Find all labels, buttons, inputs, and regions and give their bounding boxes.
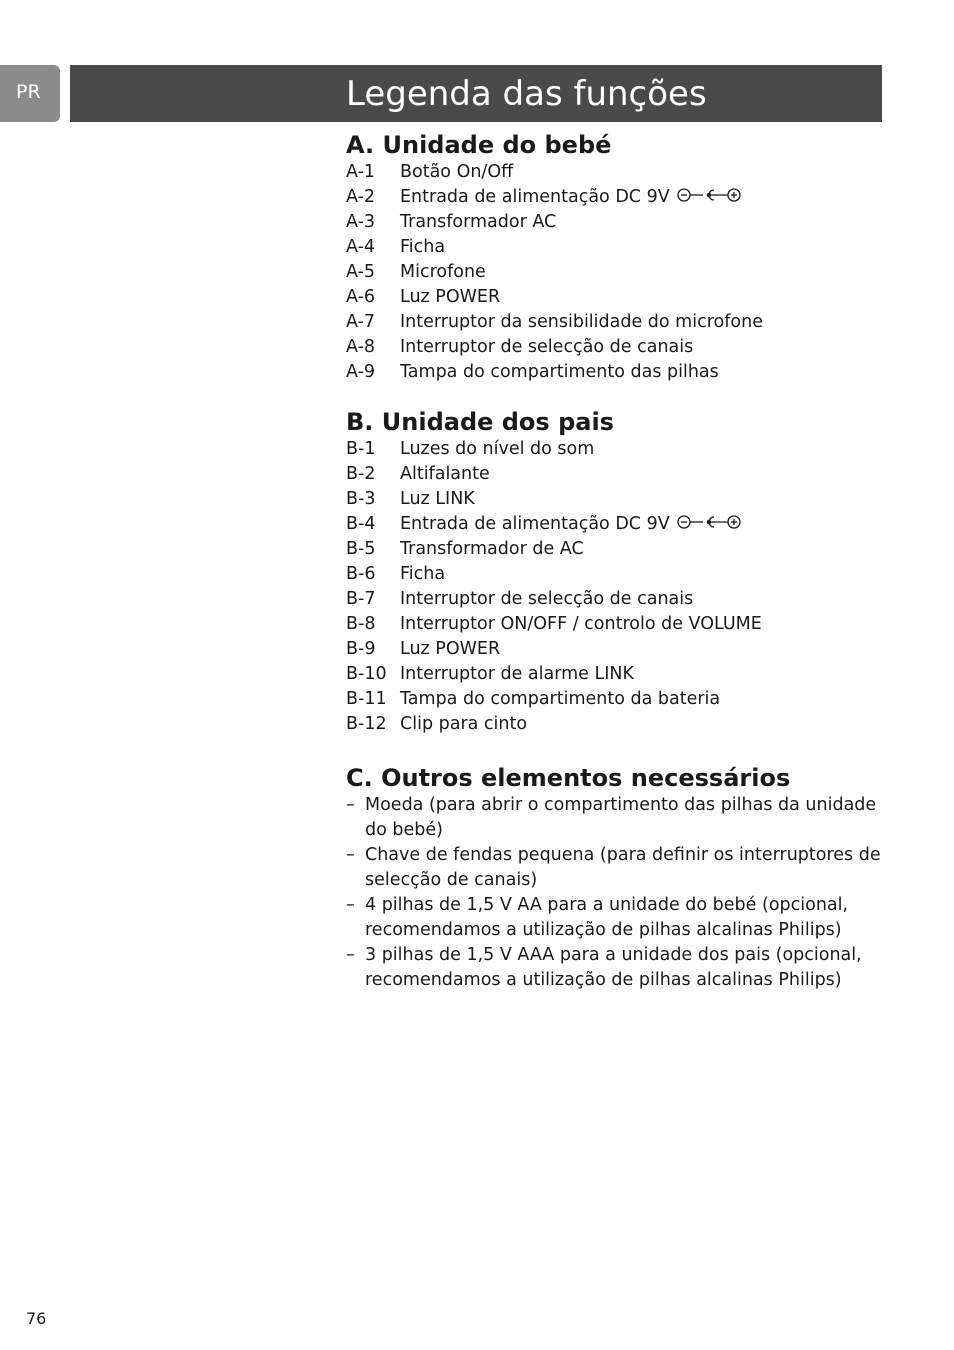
item-text: 4 pilhas de 1,5 V AA para a unidade do bebé (opcional, recomendamos a utilização de pilhas alcalinas Philips)	[365, 895, 849, 940]
item-text	[400, 185, 742, 210]
list-item	[346, 562, 882, 587]
bullet-dash: –	[346, 945, 355, 965]
list-item	[346, 335, 882, 360]
item-label: Luz POWER	[400, 639, 501, 659]
item-text	[400, 285, 500, 310]
item-text: Moeda (para abrir o compartimento das pilhas da unidade do bebé)	[365, 795, 877, 840]
list-item	[346, 637, 882, 662]
item-label: Interruptor de selecção de canais	[400, 589, 694, 609]
language-tab: PR	[0, 65, 60, 122]
item-code: B-11	[346, 689, 387, 709]
list-item	[346, 160, 882, 185]
content	[346, 130, 882, 993]
list-item	[346, 437, 882, 462]
list-item	[346, 462, 882, 487]
item-code: B-3	[346, 489, 376, 509]
section-heading-c: C. Outros elementos necessários	[346, 764, 791, 792]
item-code: B-1	[346, 439, 376, 459]
item-code: A-2	[346, 187, 376, 207]
item-text	[400, 512, 742, 537]
item-list-c	[346, 793, 882, 993]
item-list-a	[346, 160, 882, 385]
item-text	[400, 487, 475, 512]
item-label: Altifalante	[400, 464, 490, 484]
item-code: B-7	[346, 589, 376, 609]
item-text	[400, 462, 490, 487]
item-label: Luz POWER	[400, 287, 501, 307]
list-item	[346, 537, 882, 562]
item-code: A-4	[346, 237, 376, 257]
item-text	[400, 310, 763, 335]
item-text	[400, 662, 634, 687]
item-code: B-10	[346, 664, 387, 684]
item-code: B-12	[346, 714, 387, 734]
item-label: Interruptor da sensibilidade do microfone	[400, 312, 763, 332]
dc-polarity-symbol-icon	[676, 187, 742, 203]
title-bar	[70, 65, 882, 122]
item-text	[400, 687, 720, 712]
item-code: B-8	[346, 614, 376, 634]
item-code: B-6	[346, 564, 376, 584]
list-item	[346, 360, 882, 385]
item-label: Microfone	[400, 262, 486, 282]
item-label: Transformador de AC	[400, 539, 584, 559]
item-code: A-9	[346, 362, 376, 382]
section-heading-a: A. Unidade do bebé	[346, 131, 612, 159]
list-item	[346, 587, 882, 612]
item-code: B-4	[346, 514, 376, 534]
item-code: A-1	[346, 162, 376, 182]
list-item	[346, 285, 882, 310]
item-code: A-7	[346, 312, 376, 332]
item-label: Interruptor ON/OFF / controlo de VOLUME	[400, 614, 762, 634]
item-text: Chave de fendas pequena (para definir os interruptores de selecção de canais)	[365, 845, 881, 890]
list-item	[346, 893, 882, 943]
list-item	[346, 612, 882, 637]
list-item	[346, 712, 882, 737]
item-label: Clip para cinto	[400, 714, 528, 734]
item-label: Transformador AC	[400, 212, 557, 232]
item-text: 3 pilhas de 1,5 V AAA para a unidade dos pais (opcional, recomendamos a utilização de pilhas alcalinas Philips)	[365, 945, 862, 990]
item-label: Luzes do nível do som	[400, 439, 595, 459]
list-item	[346, 210, 882, 235]
item-list-b	[346, 437, 882, 737]
item-text	[400, 537, 584, 562]
item-code: A-8	[346, 337, 376, 357]
item-code: B-5	[346, 539, 376, 559]
item-code: A-5	[346, 262, 376, 282]
list-item	[346, 793, 882, 843]
dc-polarity-symbol-icon	[676, 514, 742, 530]
bullet-dash: –	[346, 895, 355, 915]
bullet-dash: –	[346, 795, 355, 815]
item-label: Ficha	[400, 564, 446, 584]
item-text	[400, 562, 445, 587]
list-item	[346, 662, 882, 687]
item-label: Ficha	[400, 237, 446, 257]
item-label: Interruptor de alarme LINK	[400, 664, 634, 684]
item-code: B-2	[346, 464, 376, 484]
list-item	[346, 943, 882, 993]
item-text	[400, 587, 693, 612]
page-title: Legenda das funções	[346, 74, 707, 114]
item-code: A-6	[346, 287, 376, 307]
list-item	[346, 843, 882, 893]
item-label: Botão On/Off	[400, 162, 514, 182]
item-text	[400, 360, 719, 385]
item-text	[400, 712, 527, 737]
list-item	[346, 235, 882, 260]
item-label: Tampa do compartimento das pilhas	[400, 362, 719, 382]
item-text	[400, 160, 513, 185]
list-item	[346, 487, 882, 512]
item-text	[400, 637, 500, 662]
item-code: A-3	[346, 212, 376, 232]
item-label: Entrada de alimentação DC 9V	[400, 514, 670, 534]
item-text	[400, 235, 445, 260]
bullet-dash: –	[346, 845, 355, 865]
list-item	[346, 260, 882, 285]
item-text	[400, 612, 762, 637]
item-code: B-9	[346, 639, 376, 659]
list-item	[346, 687, 882, 712]
item-text	[400, 260, 486, 285]
page-number: 76	[26, 1309, 47, 1328]
item-label: Luz LINK	[400, 489, 475, 509]
list-item	[346, 512, 882, 537]
item-text	[400, 437, 594, 462]
section-heading-b: B. Unidade dos pais	[346, 408, 614, 436]
list-item	[346, 310, 882, 335]
item-label: Interruptor de selecção de canais	[400, 337, 694, 357]
item-text	[400, 335, 693, 360]
item-text	[400, 210, 556, 235]
item-label: Tampa do compartimento da bateria	[400, 689, 721, 709]
list-item	[346, 185, 882, 210]
item-label: Entrada de alimentação DC 9V	[400, 187, 670, 207]
